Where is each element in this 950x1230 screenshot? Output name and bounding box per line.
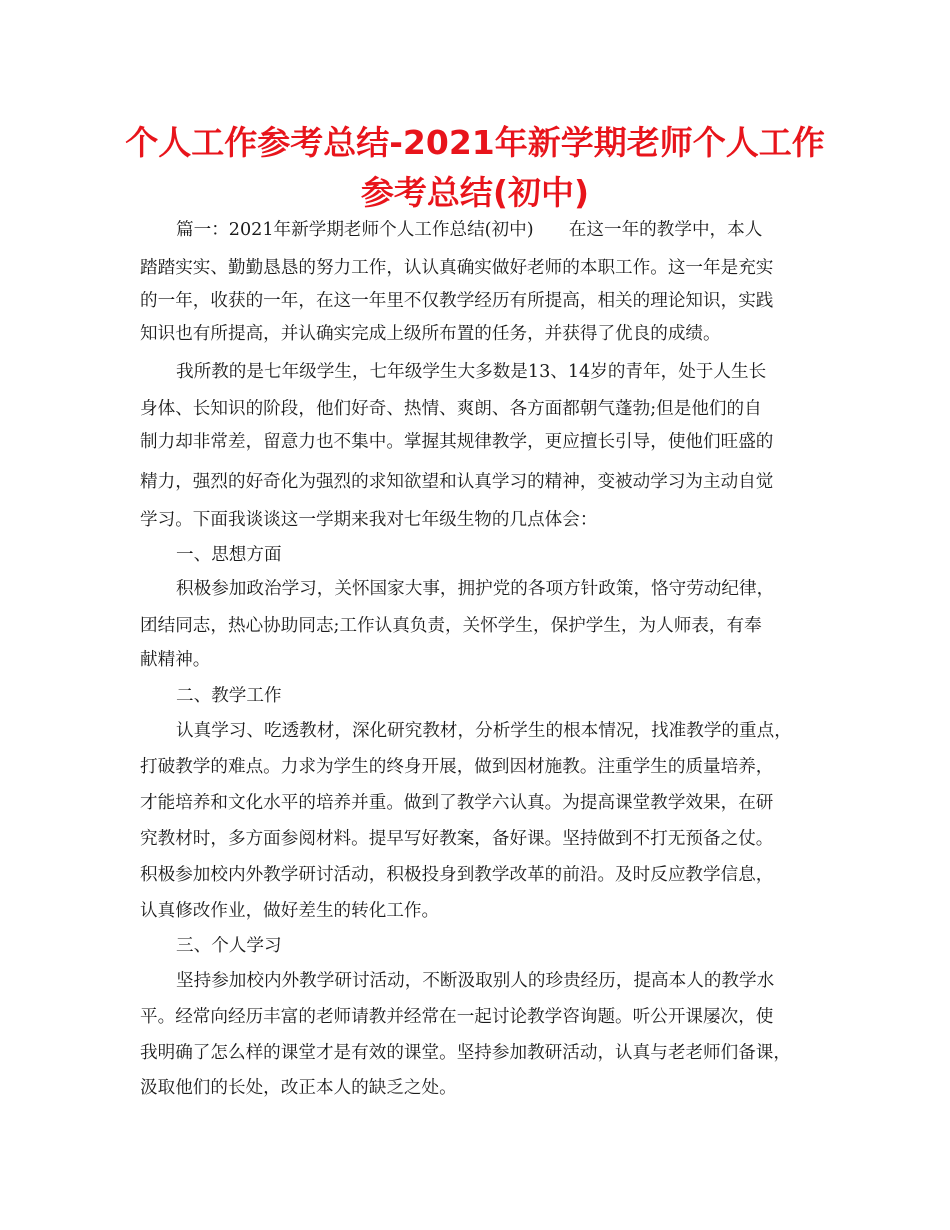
body-line-23: 平。经常向经历丰富的老师请教并经常在一起讨论教学咨询题。听公开课屡次，使 xyxy=(140,1007,774,1027)
body-line-1: 篇一：2021年新学期老师个人工作总结(初中) 在这一年的教学中，本人 xyxy=(176,220,763,240)
body-line-22: 坚持参加校内外教学研讨活动，不断汲取别人的珍贵经历，提高本人的教学水 xyxy=(176,971,775,991)
body-line-3: 的一年，收获的一年，在这一年里不仅教学经历有所提高，相关的理论知识，实践 xyxy=(140,291,774,311)
body-line-11: 积极参加政治学习，关怀国家大事，拥护党的各项方针政策，恪守劳动纪律， xyxy=(176,579,775,599)
body-line-25: 汲取他们的长处，改正本人的缺乏之处。 xyxy=(140,1078,457,1098)
section-heading-1: 一、思想方面 xyxy=(176,545,282,565)
body-line-8: 精力，强烈的好奇化为强烈的求知欲望和认真学习的精神，变被动学习为主动自觉 xyxy=(140,472,774,492)
body-line-20: 认真修改作业，做好差生的转化工作。 xyxy=(140,901,440,921)
section-heading-2: 二、教学工作 xyxy=(176,686,282,706)
body-line-17: 才能培养和文化水平的培养并重。做到了教学六认真。为提高课堂教学效果，在研 xyxy=(140,793,774,813)
body-line-12: 团结同志，热心协助同志;工作认真负责，关怀学生，保护学生，为人师表，有奉 xyxy=(140,616,762,636)
body-line-9: 学习。下面我谈谈这一学期来我对七年级生物的几点体会： xyxy=(140,510,598,530)
body-line-6: 身体、长知识的阶段，他们好奇、热情、爽朗、各方面都朝气蓬勃;但是他们的自 xyxy=(140,399,762,419)
body-line-24: 我明确了怎么样的课堂才是有效的课堂。坚持参加教研活动，认真与老老师们备课， xyxy=(140,1043,791,1063)
body-line-16: 打破教学的难点。力求为学生的终身开展，做到因材施教。注重学生的质量培养， xyxy=(140,757,774,777)
document-title-line-2: 参考总结(初中) xyxy=(360,173,590,212)
body-line-7: 制力却非常差，留意力也不集中。掌握其规律教学，更应擅长引导，使他们旺盛的 xyxy=(140,432,774,452)
section-heading-3: 三、个人学习 xyxy=(176,936,282,956)
body-line-2: 踏踏实实、勤勤恳恳的努力工作，认认真确实做好老师的本职工作。这一年是充实 xyxy=(140,258,774,278)
document-title-line-1: 个人工作参考总结-2021年新学期老师个人工作 xyxy=(125,123,825,162)
body-line-4: 知识也有所提高，并认确实完成上级所布置的任务，并获得了优良的成绩。 xyxy=(140,324,721,344)
body-line-5: 我所教的是七年级学生，七年级学生大多数是13、14岁的青年，处于人生长 xyxy=(176,362,767,382)
body-line-18: 究教材时，多方面参阅材料。提早写好教案，备好课。坚持做到不打无预备之仗。 xyxy=(140,829,774,849)
body-line-19: 积极参加校内外教学研讨活动，积极投身到教学改革的前沿。及时反应教学信息， xyxy=(140,865,774,885)
body-line-15: 认真学习、吃透教材，深化研究教材，分析学生的根本情况，找准教学的重点， xyxy=(176,721,792,741)
body-line-13: 献精神。 xyxy=(140,650,211,670)
